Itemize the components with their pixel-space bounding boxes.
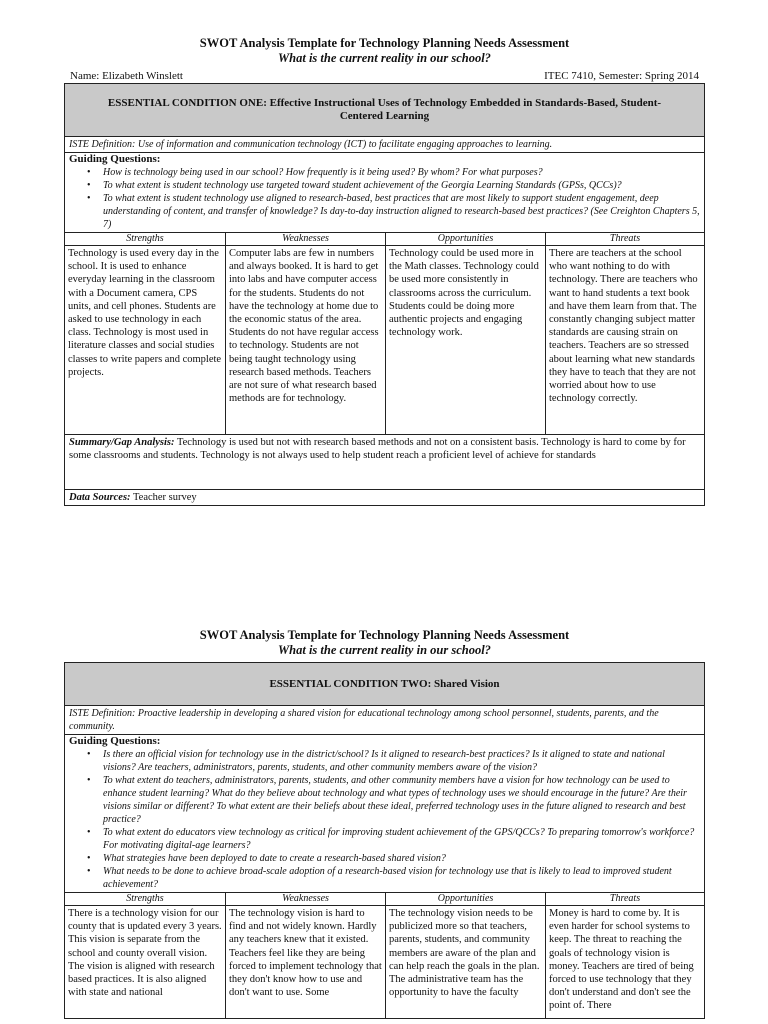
swot-table bbox=[64, 83, 705, 506]
data-sources-label: Data Sources: bbox=[69, 492, 131, 503]
swot-section-one bbox=[64, 36, 705, 506]
threats-header: Threats bbox=[545, 233, 704, 246]
threats-header: Threats bbox=[545, 893, 704, 906]
weaknesses-header: Weaknesses bbox=[225, 893, 385, 906]
weaknesses-cell: Computer labs are few in numbers and always booked. It is hard to get into labs and have computer access for the students. Students do not have the technology at home due to the economic status of the area. Students do not have regular access to technology. Students are not being taught technology using research based methods. Teachers are not sure of what research based methods are for technology. bbox=[225, 246, 385, 434]
course-semester: ITEC 7410, Semester: Spring 2014 bbox=[544, 70, 699, 82]
author-name: Name: Elizabeth Winslett bbox=[70, 70, 183, 82]
guiding-question: • To what extent do educators view technology as critical for improving student achievement of the GPS/QCCs? To preparing tomorrow's workforce? For motivating digital-age learners? bbox=[103, 826, 700, 852]
data-sources-text: Teacher survey bbox=[130, 492, 197, 503]
opportunities-cell: Technology could be used more in the Math classes. Technology could be used more consistently in classrooms across the curriculum. Students could be doing more authentic projects and engaging technology work. bbox=[385, 246, 545, 434]
guiding-question: • To what extent is student technology use targeted toward student achievement of the Georgia Learning Standards (GPSs, QCCs)? bbox=[103, 179, 700, 192]
iste-definition: ISTE Definition: Use of information and communication technology (ICT) to facilitate engaging approaches to learning. bbox=[65, 137, 704, 153]
opportunities-header: Opportunities bbox=[385, 893, 545, 906]
weaknesses-cell: The technology vision is hard to find and not widely known. Hardly any teachers knew that it existed. Teachers feel like they are being forced to implement technology that they don't know how to use and don't want to use. Some bbox=[225, 906, 385, 1018]
opportunities-cell: The technology vision needs to be publicized more so that teachers, parents, students, and community members are aware of the plan and can help reach the goals in the plan. The administrative team has the opportunity to have the faculty bbox=[385, 906, 545, 1018]
guiding-question: • To what extent is student technology use aligned to research-based, best practices that are most likely to support student engagement, deep understanding of content, and transfer of knowledge? Is day-to-day instruction aligned to research-based best practices? (See Creighton Chapters 5, 7) bbox=[103, 192, 700, 231]
weaknesses-header: Weaknesses bbox=[225, 233, 385, 246]
threats-cell: There are teachers at the school who want nothing to do with technology. There are teachers who want to hand students a text book and have them learn from that. The constantly changing subject matter standards are causing strain on teachers. Teachers are so stressed about learning what new standards they have to teach that they are not worried about how to use technology correctly. bbox=[545, 246, 704, 434]
guiding-questions-list bbox=[69, 166, 700, 231]
document-subtitle: What is the current reality in our school? bbox=[278, 51, 491, 65]
swot-section-two bbox=[64, 628, 705, 1019]
summary-text: Technology is used but not with research based methods and not on a consistent basis. Technology is hard to come by for some classrooms and students. Technology is not always used to help student reach a proficient level of achieve for standards bbox=[69, 437, 686, 461]
essential-condition-title: ESSENTIAL CONDITION ONE: Effective Instructional Uses of Technology Embedded in Standards-Based, Student-Centered Learning bbox=[107, 97, 662, 122]
essential-condition-header bbox=[65, 84, 704, 137]
name-row bbox=[64, 69, 705, 83]
guiding-question: • What needs to be done to achieve broad-scale adoption of a research-based vision for technology use that is likely to lead to improved student achievement? bbox=[103, 865, 700, 891]
swot-grid bbox=[65, 893, 704, 1019]
guiding-question: • What strategies have been deployed to date to create a research-based shared vision? bbox=[103, 852, 700, 865]
essential-condition-title: ESSENTIAL CONDITION TWO: Shared Vision bbox=[269, 677, 500, 690]
iste-definition: ISTE Definition: Proactive leadership in developing a shared vision for educational technology among school personnel, students, parents, and the community. bbox=[65, 706, 704, 735]
summary-gap-analysis bbox=[65, 435, 704, 490]
swot-table bbox=[64, 662, 705, 1019]
guiding-questions-list bbox=[69, 748, 700, 891]
strengths-header: Strengths bbox=[65, 233, 225, 246]
strengths-cell: There is a technology vision for our county that is updated every 3 years. This vision is separate from the school and county overall vision. The vision is aligned with research based practices. It is also aligned with state and national bbox=[68, 908, 222, 999]
guiding-question: • To what extent do teachers, administrators, parents, students, and other community members have a vision for how technology can be used to enhance student learning? What do they believe about technology and what types of technology uses we should encourage in the future? Are their visions similar or different? To what extent are their beliefs about these ideal, preferred technology uses in the future aligned to research and best practice? bbox=[103, 774, 700, 826]
summary-label: Summary/Gap Analysis: bbox=[69, 437, 175, 448]
guiding-questions bbox=[65, 735, 704, 893]
guiding-questions-heading: Guiding Questions: bbox=[69, 153, 161, 165]
strengths-header: Strengths bbox=[65, 893, 225, 906]
guiding-questions bbox=[65, 153, 704, 233]
data-sources bbox=[65, 490, 704, 506]
strengths-cell: Technology is used every day in the school. It is used to enhance everyday learning in the classroom with a Document camera, CPS units, and cell phones. Students are asked to use technology in each class. Technology is most used in literature classes and social studies classes to write papers and complete projects. bbox=[68, 248, 222, 378]
guiding-question: • Is there an official vision for technology use in the district/school? Is it aligned to research-best practices? Is it aligned to state and national visions? Are teachers, administrators, parents, students, and other community members aware of the vision? bbox=[103, 748, 700, 774]
swot-grid bbox=[65, 233, 704, 435]
document-title: SWOT Analysis Template for Technology Planning Needs Assessment bbox=[199, 628, 570, 642]
threats-cell: Money is hard to come by. It is even harder for school systems to keep. The threat to reaching the goals of technology vision is money. Teachers are tired of being forced to use technology that they don't understand and don't see the point of. There bbox=[545, 906, 704, 1018]
document-subtitle: What is the current reality in our school? bbox=[278, 643, 491, 657]
opportunities-header: Opportunities bbox=[385, 233, 545, 246]
essential-condition-header bbox=[65, 663, 704, 706]
guiding-questions-heading: Guiding Questions: bbox=[69, 735, 161, 747]
document-title: SWOT Analysis Template for Technology Planning Needs Assessment bbox=[199, 36, 570, 50]
guiding-question: • How is technology being used in our school? How frequently is it being used? By whom? For what purposes? bbox=[103, 166, 700, 179]
